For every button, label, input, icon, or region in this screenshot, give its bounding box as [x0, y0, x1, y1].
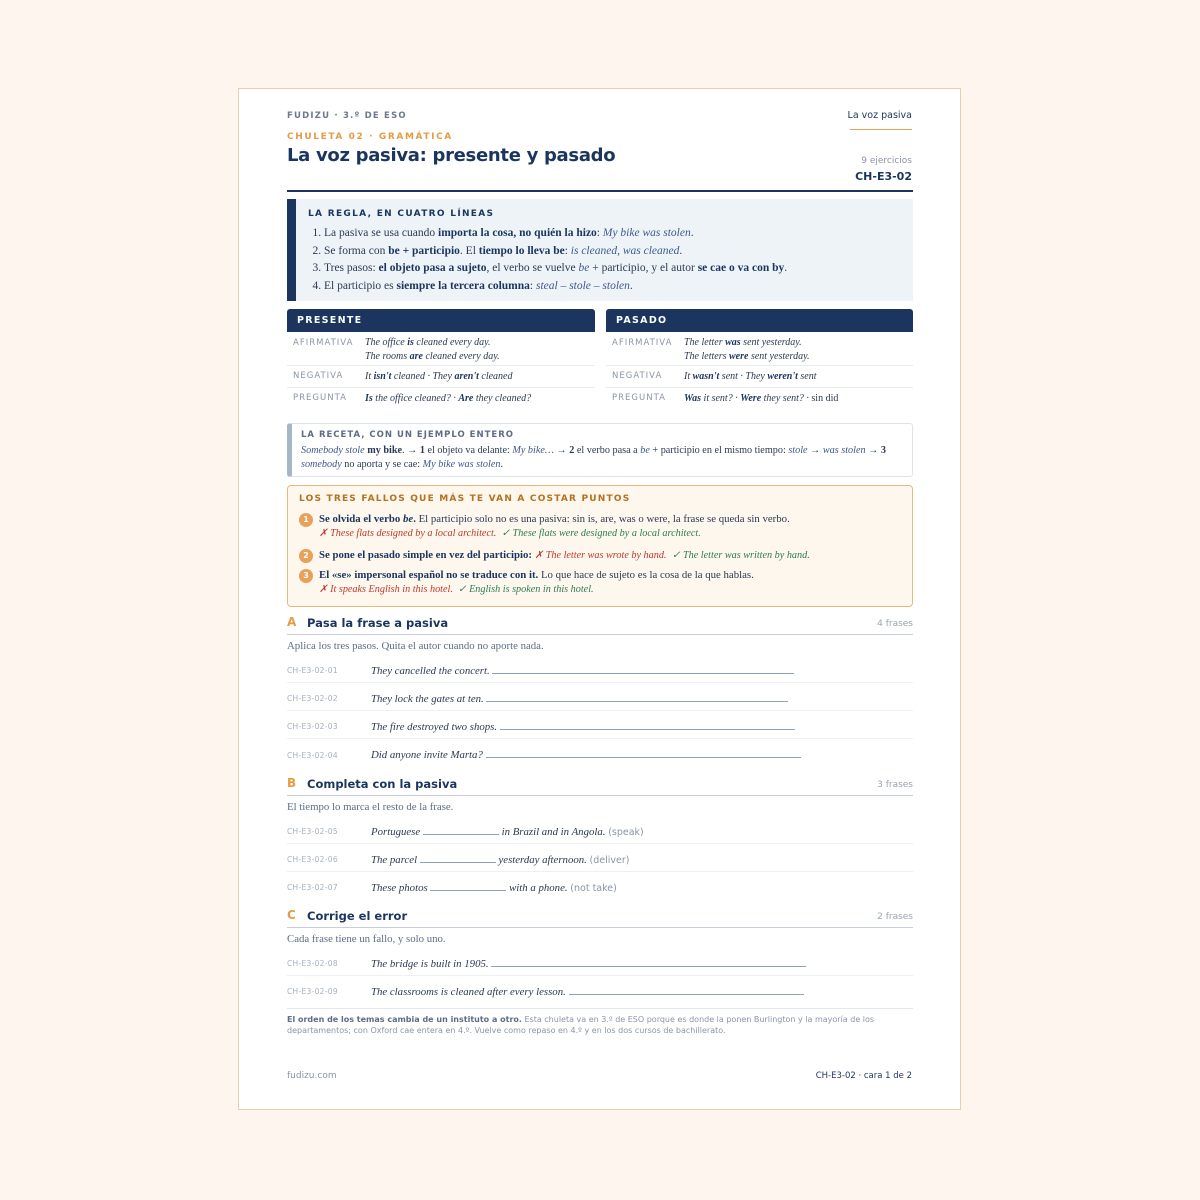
section-count: 3 frases: [877, 780, 913, 790]
answer-line[interactable]: [430, 880, 506, 891]
question-b2: The parcel yesterday afternoon. (deliver): [371, 854, 630, 866]
answer-line[interactable]: [492, 663, 794, 674]
answer-line[interactable]: [420, 852, 496, 863]
present-table: [287, 309, 595, 409]
section-title: Completa con la pasiva: [307, 777, 458, 791]
topic-underline: [850, 129, 912, 130]
mistake-number-badge: 3: [299, 569, 313, 583]
answer-line[interactable]: [486, 691, 788, 702]
question-a3: The fire destroyed two shops.: [371, 719, 795, 733]
mistake-item: Se olvida el verbo be. El participio solo no es una pasiva: sin is, are, was o were, la frase se queda sin verbo.: [319, 513, 790, 525]
section-instructions: El tiempo lo marca el resto de la frase.: [287, 801, 454, 813]
table-row: AFIRMATIVA The letter was sent yesterday. The letters were sent yesterday.: [606, 332, 913, 366]
section-letter: C: [287, 908, 296, 922]
footnote: El orden de los temas cambia de un instituto a otro. Esta chuleta va en 3.º de ESO porque es donde la ponen Burlington y la mayoría de los departamentos; con Oxford cae entera en 4.º. Vuelve como repaso en 4.º y en los dos cursos de bachillerato.: [287, 1015, 875, 1035]
table-row: AFIRMATIVA The office is cleaned every day. The rooms are cleaned every day.: [287, 332, 595, 366]
answer-line[interactable]: [486, 747, 801, 758]
rule-line-3: 3. Tres pasos: el objeto pasa a sujeto, el verbo se vuelve be + participio, y el autor se cae o va con by.: [324, 260, 787, 278]
table-row: NEGATIVA It isn't cleaned · They aren't cleaned: [287, 366, 595, 388]
answer-line[interactable]: [491, 956, 806, 967]
section-count: 2 frases: [877, 912, 913, 922]
rule-box: [287, 199, 913, 301]
question-c1: The bridge is built in 1905.: [371, 956, 806, 970]
rule-line-2: 2. Se forma con be + participio. El tiempo lo lleva be: is cleaned, was cleaned.: [324, 243, 787, 261]
section-count: 4 frases: [877, 619, 913, 629]
mistake-item: Se pone el pasado simple en vez del participio: ✗ The letter was wrote by hand. ✓ The letter was written by hand.: [319, 549, 810, 561]
past-table-header: PASADO: [606, 309, 913, 332]
question-a2: They lock the gates at ten.: [371, 691, 788, 705]
rule-line-4: 4. El participio es siempre la tercera columna: steal – stole – stolen.: [324, 278, 787, 296]
table-row: PREGUNTA Was it sent? · Were they sent? · sin did: [612, 393, 839, 404]
mistake-examples: ✗ These flats designed by a local architect. ✓ These flats were designed by a local architect.: [319, 528, 701, 539]
present-table-header: PRESENTE: [287, 309, 595, 332]
mistake-examples: ✗ It speaks English in this hotel. ✓ English is spoken in this hotel.: [319, 584, 594, 595]
exercise-count: 9 ejercicios: [861, 156, 912, 166]
sheet-code: CH-E3-02: [855, 170, 912, 183]
section-letter: B: [287, 776, 297, 790]
brand-label: FUDIZU · 3.º DE ESO: [287, 111, 407, 121]
rule-line-1: 1. La pasiva se usa cuando importa la cosa, no quién la hizo: My bike was stolen.: [324, 225, 787, 243]
recipe-box: [287, 423, 913, 477]
common-mistakes-box: [287, 485, 913, 607]
mistake-number-badge: 2: [299, 549, 313, 563]
past-table: [606, 309, 913, 409]
mistake-number-badge: 1: [299, 513, 313, 527]
section-title: Corrige el error: [307, 909, 408, 923]
table-row: NEGATIVA It wasn't sent · They weren't sent: [606, 366, 913, 388]
answer-line[interactable]: [569, 984, 804, 995]
section-letter: A: [287, 615, 297, 629]
section-instructions: Aplica los tres pasos. Quita el autor cuando no aporte nada.: [287, 640, 544, 652]
question-a1: They cancelled the concert.: [371, 663, 794, 677]
question-b3: These photos with a phone. (not take): [371, 882, 617, 894]
mistake-item: El «se» impersonal español no se traduce con it. Lo que hace de sujeto es la cosa de la que hablas.: [319, 569, 754, 581]
answer-line[interactable]: [423, 824, 499, 835]
footer-page: CH-E3-02 · cara 1 de 2: [815, 1071, 912, 1081]
answer-line[interactable]: [500, 719, 795, 730]
rule-list: [308, 225, 787, 295]
question-c2: The classrooms is cleaned after every lesson.: [371, 984, 804, 998]
section-instructions: Cada frase tiene un fallo, y solo uno.: [287, 933, 446, 945]
kicker-label: CHULETA 02 · GRAMÁTICA: [287, 132, 453, 142]
header-divider: [287, 190, 913, 192]
section-title: Pasa la frase a pasiva: [307, 616, 449, 630]
recipe-text: Somebody stole my bike. → 1 el objeto va delante: My bike… → 2 el verbo pasa a be + participio en el mismo tiempo: stole → was stolen → 3 somebody no aporta y se cae: My bike was stolen.: [301, 445, 886, 470]
mistakes-heading: LOS TRES FALLOS QUE MÁS TE VAN A COSTAR PUNTOS: [299, 494, 631, 504]
worksheet-page: FUDIZU · 3.º DE ESO La voz pasiva CHULETA 02 · GRAMÁTICA La voz pasiva: presente y pasado 9 ejercicios CH-E3-02 LA REGLA, EN CUATRO LÍNEAS 1. La pasiva se usa cuando importa la cosa, no quién la hizo: My bike was stolen. 2. Se forma con be + participio. El tiempo lo lleva be: is cleaned, was cleaned. 3. Tres pasos: el objeto pasa a sujeto, el verbo se vuelve be + participio, y el autor se cae o va con by. 4. El participio es siempre la tercera columna: steal – stole – stolen. PRESENTE AFIRMATIVA The office is cleaned every day. The rooms are cleaned every day. NEGATIVA It isn't cleaned · They aren't cleaned PREGUNTA Is the office cleaned? · Are they cleaned? PASADO AFIRMATIVA The letter was sent yesterday. The letters were sent yesterday. NEGATIVA It wasn't sent · They weren't sent PREGUNTA Was it sent? · Were they sent? · sin did LA RECETA, CON UN EJEMPLO ENTERO Somebody stole my bike. → 1 el objeto va delante: My bike… → 2 el verbo pasa a be + participio en el mismo tiempo: stole → was stolen → 3 somebody no aporta y se cae: My bike was stolen. LOS TRES FALLOS QUE MÁS TE VAN A COSTAR PUNTOS 1 Se olvida el verbo be. El participio solo no es una pasiva: sin is, are, was o were, la frase se queda sin verbo. ✗ These flats designed by a local architect. ✓ These flats were designed by a local architect. 2 Se pone el pasado simple en vez del participio: ✗ The letter was wrote by hand. ✓ The letter was written by hand. 3 El «se» impersonal español no se traduce con it. Lo que hace de sujeto es la cosa de la que hablas. ✗ It speaks English in this hotel. ✓ English is spoken in this hotel. A Pasa la frase a pasiva 4 frases Aplica los tres pasos. Quita el autor cuando no aporte nada. CH-E3-02-01 They cancelled the concert. CH-E3-02-02 They lock the gates at ten. CH-E3-02-03 The fire destroyed two shops. CH-E3-02-04 Did anyone invite Marta? B Completa con la pasiva 3 frases El tiempo lo marca el resto de la frase. CH-E3-02-05 Portuguese in Brazil and in Angola. (speak) CH-E3-02-06 The parcel yesterday afternoon. (deliver) CH-E3-02-07 These photos with a phone. (not take) C Corrige el error 2 frases Cada frase tiene un fallo, y solo uno. CH-E3-02-08 The bridge is built in 1905. CH-E3-02-09 The classrooms is cleaned after every lesson. El orden de los temas cambia de un instituto a otro. Esta chuleta va en 3.º de ESO porque es donde la ponen Burlington y la mayoría de los departamentos; con Oxford cae entera en 4.º. Vuelve como repaso en 4.º y en los dos cursos de bachillerato. fudizu.com CH-E3-02 · cara 1 de 2: [238, 88, 961, 1110]
topic-label: La voz pasiva: [847, 110, 912, 121]
rule-heading: LA REGLA, EN CUATRO LÍNEAS: [308, 209, 495, 219]
page-title: La voz pasiva: presente y pasado: [287, 145, 616, 166]
recipe-heading: LA RECETA, CON UN EJEMPLO ENTERO: [301, 430, 514, 440]
footer-site: fudizu.com: [287, 1071, 337, 1081]
question-a4: Did anyone invite Marta?: [371, 747, 801, 761]
table-row: PREGUNTA Is the office cleaned? · Are they cleaned?: [293, 393, 532, 404]
question-b1: Portuguese in Brazil and in Angola. (speak): [371, 826, 644, 838]
